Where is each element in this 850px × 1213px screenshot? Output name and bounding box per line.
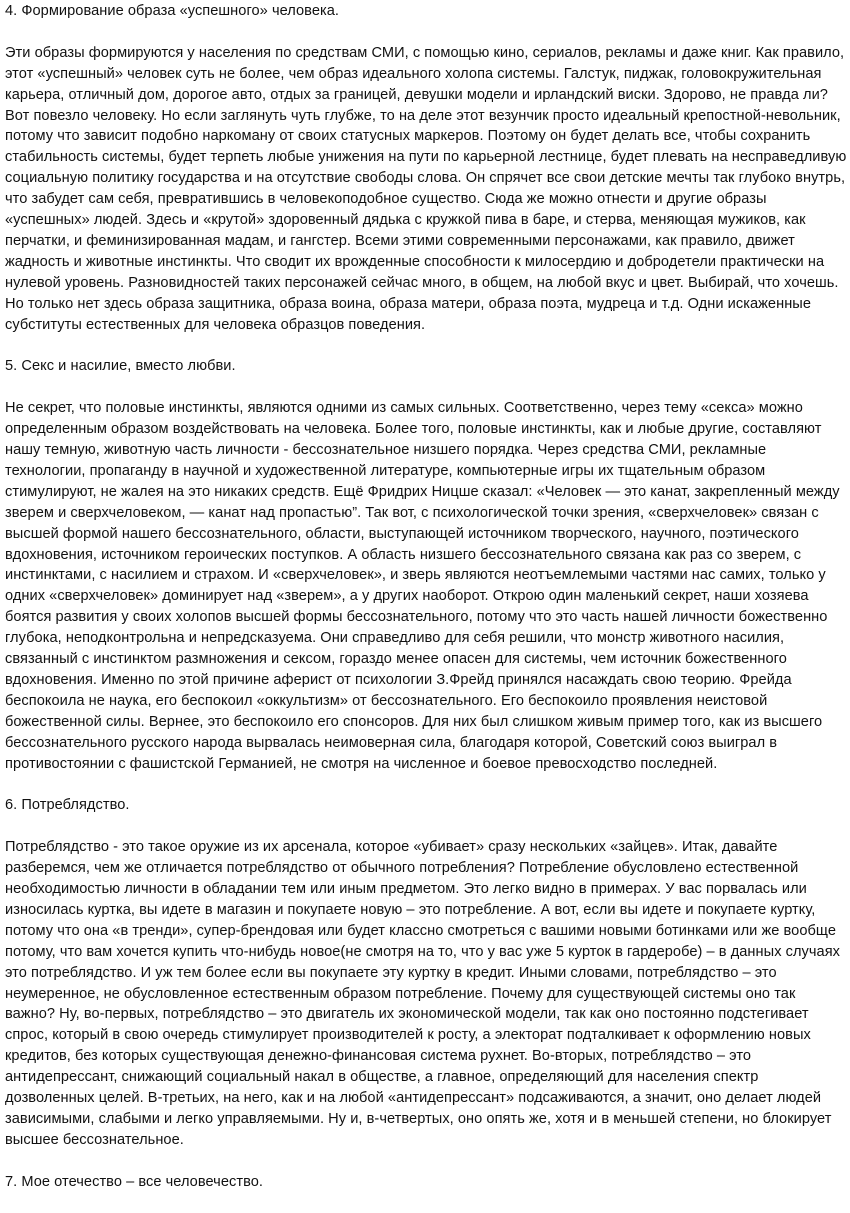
document-body (5, 1, 847, 1213)
section-paragraph-4: Эти образы формируются у населения по средствам СМИ, с помощью кино, сериалов, рекламы и даже книг. Как правило, этот «успешный» человек суть не более, чем образ идеального холопа системы. Галстук, пиджак, головокружительная карьера, отличный дом, дорогое авто, отдых за границей, девушки модели и ирландский виски. Здорово, не правда ли? Вот повезло человеку. Но если заглянуть чуть глубже, то на деле этот везунчик просто идеальный крепостной-невольник, потому что зависит подобно наркоману от своих статусных маркеров. Поэтому он будет делать все, чтобы сохранить стабильность системы, будет терпеть любые унижения на пути по карьерной лестнице, будет плевать на несправедливую социальную политику государства и на отсутствие свободы слова. Он спрячет все свои детские мечты так глубоко внутрь, что забудет сам себя, превратившись в человекоподобное существо. Сюда же можно отнести и другие образы «успешных» людей. Здесь и «крутой» здоровенный дядька с кружкой пива в баре, и стерва, меняющая мужиков, как перчатки, и феминизированная мадам, и гангстер. Всеми этими современными персонажами, как правило, движет жадность и животные инстинкты. Что сводит их врожденные способности к милосердию и добродетели практически на нулевой уровень. Разновидностей таких персонажей сейчас много, в общем, на любой вкус и цвет. Выбирай, что хочешь. Но только нет здесь образа защитника, образа воина, образа матери, образа поэта, мудреца и т.д. Одни искаженные субституты естественных для человека образцов поведения. (5, 44, 847, 333)
section-paragraph-6: Потреблядство - это такое оружие из их арсенала, которое «убивает» сразу нескольких «зайцев». Итак, давайте разберемся, чем же отличается потреблядство от обычного потребления? Потребление обусловлено естественной необходимостью личности в обладании тем или иным предметом. Это легко видно в примерах. У вас порвалась или износилась куртка, вы идете в магазин и покупаете новую – это потребление. А вот, если вы идете и покупаете куртку, потому что она «в тренди», супер-брендовая или будет классно смотреться с вашими новыми ботинками или же вообще потому, что вам хочется купить что-нибудь новое(не смотря на то, что у вас уже 5 курток в гардеробе) – в данных случаях это потреблядство. И уж тем более если вы покупаете эту куртку в кредит. Иными словами, потреблядство – это неумеренное, не обусловленное естественным образом потребление. Почему для существующей системы оно так важно? Ну, во-первых, потреблядство – это двигатель их экономической модели, так как оно постоянно подстегивает спрос, который в свою очередь стимулирует производителей к росту, а электорат подталкивает к оформлению новых кредитов, без которых существующая денежно-финансовая система рухнет. Во-вторых, потреблядство – это антидепрессант, снижающий социальный накал в обществе, а главное, определяющий для населения спектр дозволенных целей. В-третьих, на него, как и на любой «антидепрессант» подсаживаются, а значит, оно делает людей зависимыми, слабыми и легко управляемыми. Ну и, в-четвертых, оно опять же, хотя и в меньшей степени, но блокирует высшее бессознательное. (5, 839, 841, 1148)
section-heading-7: 7. Мое отечество – все человечество. (5, 1173, 263, 1190)
section-heading-6: 6. Потреблядство. (5, 797, 130, 814)
section-heading-4: 4. Формирование образа «успешного» человека. (5, 3, 340, 19)
section-heading-5: 5. Секс и насилие, вместо любви. (5, 358, 236, 375)
section-paragraph-5: Не секрет, что половые инстинкты, являются одними из самых сильных. Соответственно, через тему «секса» можно определенным образом воздействовать на человека. Более того, половые инстинкты, как и любые другие, составляют нашу темную, животную часть личности - бессознательное низшего порядка. Через средства СМИ, рекламные технологии, пропаганду в научной и художественной литературе, компьютерные игры их тщательным образом стимулируют, не жалея на это никаких средств. Ещё Фридрих Ницше сказал: «Человек — это канат, закрепленный между зверем и сверхчеловеком, — канат над пропастью”. Так вот, с психологической точки зрения, «сверхчеловек» связан с высшей формой нашего бессознательного, области, выступающей источником творческого, научного, поэтического вдохновения, источником героических поступков. А область низшего бессознательного связана как раз со зверем, с инстинктами, с насилием и страхом. И «сверхчеловек», и зверь являются неотъемлемыми частями нас самих, только у одних «сверхчеловек» доминирует над «зверем», а у других наоборот. Открою один маленький секрет, наши хозяева боятся развития у своих холопов высшей формы бессознательного, потому что это часть нашей личности божественно глубока, неподконтрольна и непредсказуема. Они справедливо для себя решили, что монстр животного насилия, связанный с инстинктом размножения и сексом, гораздо менее опасен для системы, чем источник божественного вдохновения. Именно по этой причине аферист от психологии З.Фрейд принялся насаждать свою теорию. Фрейда беспокоила не наука, его беспокоил «оккультизм» от бессознательного. Его беспокоило проявления неистовой божественной силы. Вернее, это беспокоило его спонсоров. Для них был слишком живым пример того, как из высшего бессознательного русского народа вырвалась неимоверная сила, благодаря которой, Советский союз выиграл в противостоянии с фашистской Германией, не смотря на численное и боевое превосходство последней. (5, 400, 840, 772)
